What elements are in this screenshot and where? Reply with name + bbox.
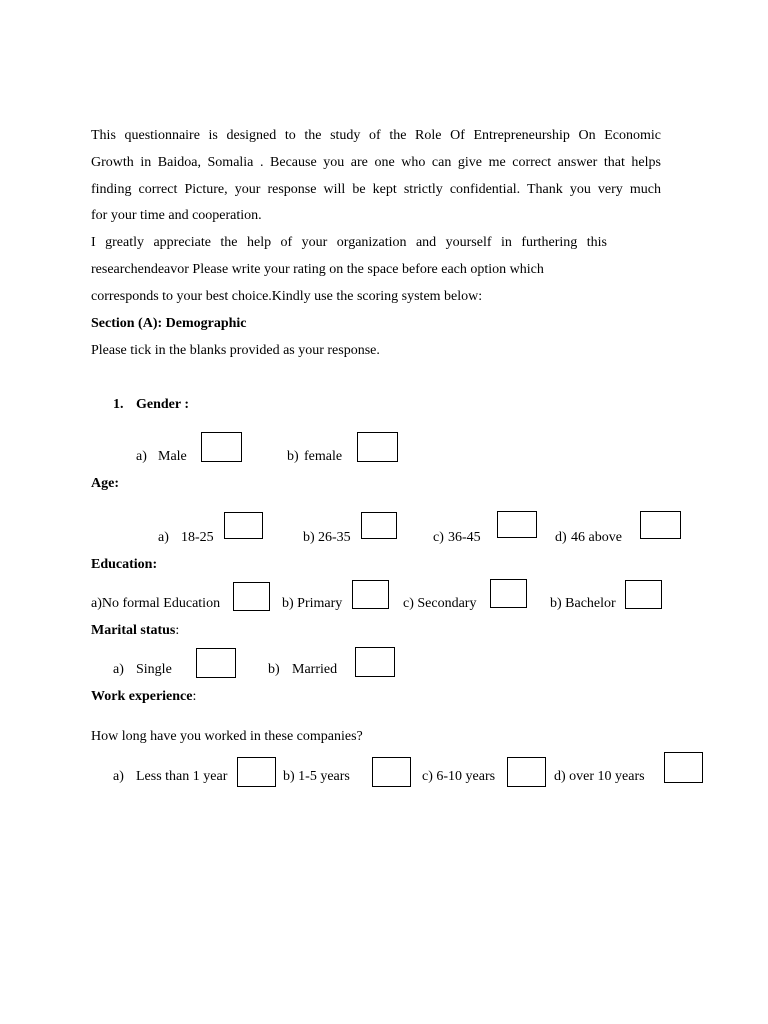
intro-line-2: Growth in Baidoa, Somalia . Because you are one who can give me correct answer that helps — [91, 155, 661, 170]
work-option-b-label: b) 1-5 years — [283, 769, 350, 784]
work-option-a-checkbox[interactable] — [237, 757, 276, 787]
intro-line-7: corresponds to your best choice.Kindly use the scoring system below: — [91, 289, 483, 304]
work-option-c-label: c) 6-10 years — [422, 769, 496, 784]
gender-male-checkbox[interactable] — [201, 432, 242, 462]
intro-line-3: finding correct Picture, your response will be kept strictly confidential. Thank you very much — [91, 182, 661, 197]
work-option-d-label: d) over 10 years — [554, 769, 645, 784]
education-option-b-checkbox[interactable] — [352, 580, 389, 609]
gender-female-marker: b) — [287, 449, 299, 464]
age-option-d-checkbox[interactable] — [640, 511, 681, 539]
work-option-a-label: Less than 1 year — [136, 769, 228, 784]
work-question: How long have you worked in these companies? — [91, 729, 363, 744]
education-option-c-checkbox[interactable] — [490, 579, 527, 608]
education-option-d-checkbox[interactable] — [625, 580, 662, 609]
marital-single-marker: a) — [113, 662, 124, 677]
education-option-d-label: b) Bachelor — [550, 596, 616, 611]
age-option-b-marker: b) — [303, 530, 315, 545]
intro-line-1: This questionnaire is designed to the study of the Role Of Entrepreneurship On Economic — [91, 128, 661, 143]
work-label: Work experience — [91, 689, 193, 704]
section-instruction: Please tick in the blanks provided as your response. — [91, 343, 380, 358]
age-option-c-marker: c) — [433, 530, 444, 545]
age-option-b-label: 26-35 — [318, 530, 351, 545]
education-option-c-label: c) Secondary — [403, 596, 477, 611]
gender-female-checkbox[interactable] — [357, 432, 398, 462]
age-option-a-checkbox[interactable] — [224, 512, 263, 539]
age-option-a-label: 18-25 — [181, 530, 214, 545]
age-option-b-checkbox[interactable] — [361, 512, 397, 539]
work-option-c-checkbox[interactable] — [507, 757, 546, 787]
marital-label: Marital status — [91, 623, 176, 638]
section-heading: Section (A): Demographic — [91, 316, 247, 331]
age-option-a-marker: a) — [158, 530, 169, 545]
age-option-c-checkbox[interactable] — [497, 511, 537, 538]
intro-line-6: researchendeavor Please write your rating on the space before each option which — [91, 262, 544, 277]
work-option-a-marker: a) — [113, 769, 124, 784]
age-option-d-marker: d) — [555, 530, 567, 545]
marital-single-label: Single — [136, 662, 172, 677]
work-option-b-checkbox[interactable] — [372, 757, 411, 787]
age-label: Age: — [91, 476, 119, 491]
marital-single-checkbox[interactable] — [196, 648, 236, 678]
education-label: Education: — [91, 557, 158, 572]
gender-male-label: Male — [158, 449, 187, 464]
education-option-a-label: a)No formal Education — [91, 596, 221, 611]
gender-male-marker: a) — [136, 449, 147, 464]
age-option-c-label: 36-45 — [448, 530, 481, 545]
work-heading — [91, 688, 196, 705]
gender-number: 1. — [113, 397, 124, 412]
intro-line-5: I greatly appreciate the help of your organization and yourself in furthering this — [91, 235, 607, 250]
work-option-d-checkbox[interactable] — [664, 752, 703, 783]
marital-colon: : — [175, 623, 180, 638]
education-option-b-label: b) Primary — [282, 596, 343, 611]
education-option-a-checkbox[interactable] — [233, 582, 270, 611]
marital-married-marker: b) — [268, 662, 280, 677]
marital-married-label: Married — [292, 662, 338, 677]
marital-married-checkbox[interactable] — [355, 647, 395, 677]
work-colon: : — [192, 689, 197, 704]
age-option-d-label: 46 above — [571, 530, 622, 545]
gender-label: Gender : — [136, 397, 190, 412]
gender-female-label: female — [304, 449, 343, 464]
intro-line-4: for your time and cooperation. — [91, 208, 262, 223]
marital-heading — [91, 622, 179, 639]
